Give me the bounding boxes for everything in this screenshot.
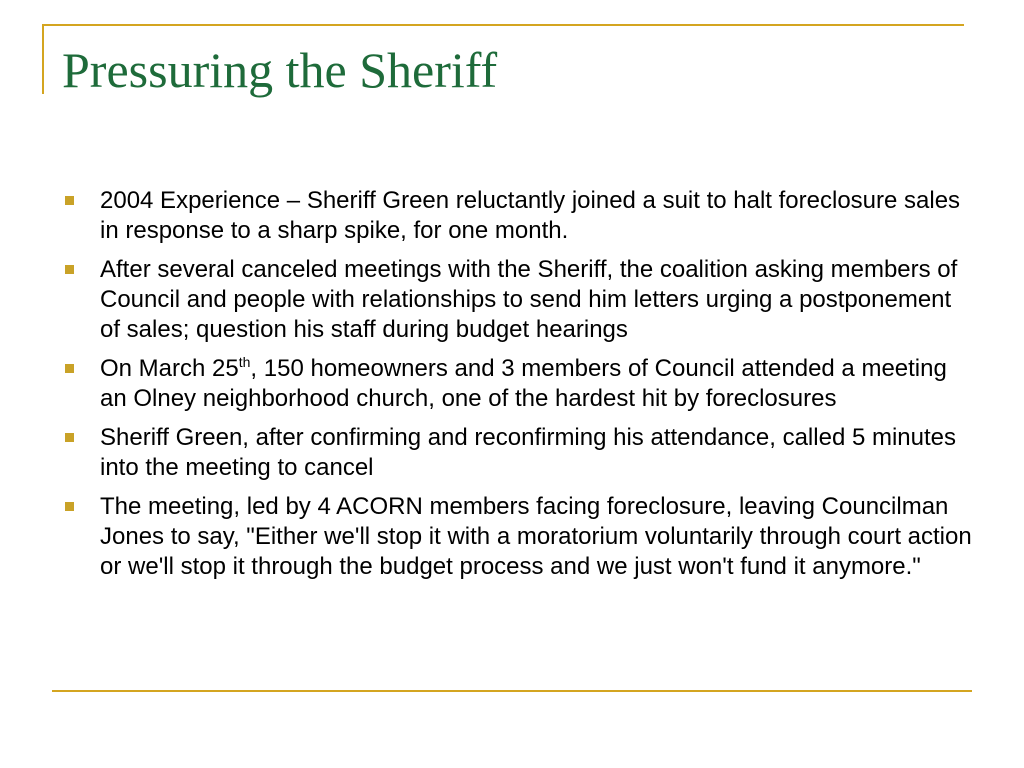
ordinal-suffix: th xyxy=(238,354,251,370)
bullet-text-end: , 150 homeowners and 3 members of Council attended a meeting an Olney neighborhood church, one of the hardest hit by foreclosures xyxy=(100,355,947,412)
square-bullet-icon xyxy=(65,364,74,373)
bullet-list xyxy=(62,186,972,591)
bullet-text: Sheriff Green, after confirming and reconfirming his attendance, called 5 minutes into the meeting to cancel xyxy=(100,424,957,481)
left-rule xyxy=(42,24,44,94)
bullet-text-start: On March 25 xyxy=(100,355,239,382)
bullet-item xyxy=(62,186,972,246)
bullet-item xyxy=(62,423,972,483)
slide-title: Pressuring the Sheriff xyxy=(62,42,498,98)
bullet-item xyxy=(62,255,972,345)
bullet-item xyxy=(62,354,972,414)
top-rule xyxy=(42,24,964,26)
bottom-rule xyxy=(52,690,972,692)
square-bullet-icon xyxy=(65,502,74,511)
square-bullet-icon xyxy=(65,433,74,442)
bullet-text: After several canceled meetings with the Sheriff, the coalition asking members of Council and people with relationships to send him letters urging a postponement of sales; question his staff during budget hearings xyxy=(100,256,958,343)
bullet-text: 2004 Experience – Sheriff Green reluctantly joined a suit to halt foreclosure sales in response to a sharp spike, for one month. xyxy=(100,187,961,244)
bullet-text xyxy=(100,354,972,414)
bullet-item xyxy=(62,492,972,582)
bullet-text: The meeting, led by 4 ACORN members facing foreclosure, leaving Councilman Jones to say, "Either we'll stop it with a moratorium voluntarily through court action or we'll stop it through the budget process and we just won't fund it anymore." xyxy=(100,493,972,580)
square-bullet-icon xyxy=(65,265,74,274)
square-bullet-icon xyxy=(65,196,74,205)
